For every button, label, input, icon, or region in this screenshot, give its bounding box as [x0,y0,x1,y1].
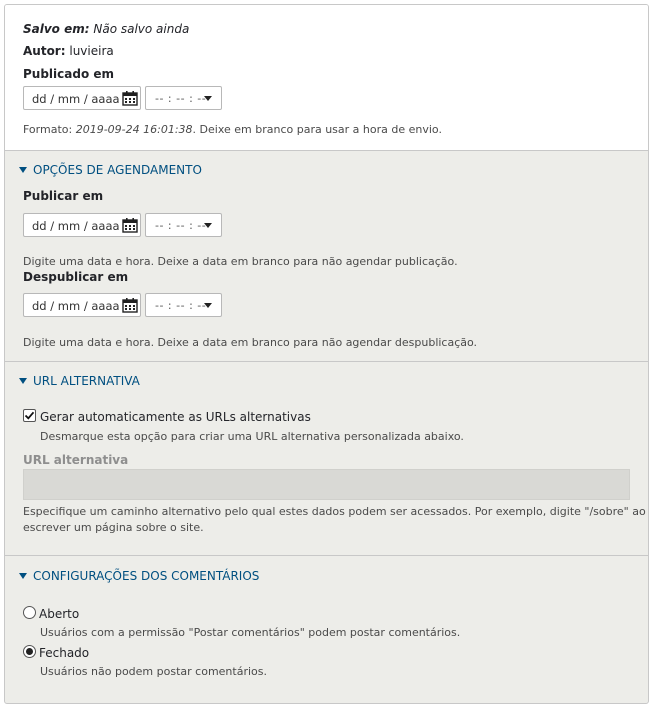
comments-section-toggle[interactable] [19,569,259,583]
format-example: 2019-09-24 16:01:38 [75,123,193,136]
chevron-down-icon [204,223,212,228]
url-alias-input [23,469,630,500]
author-label: Autor: [23,44,66,58]
saved-label: Salvo em: [23,22,90,36]
saved-value: Não salvo ainda [93,22,190,36]
published-date-placeholder: dd / mm / aaaa [32,92,120,106]
author-line [23,44,114,58]
calendar-icon[interactable] [122,90,138,106]
format-suffix: . Deixe em branco para usar a hora de envio. [192,123,442,136]
url-alias-help-line1: Especifique um caminho alternativo pelo qual estes dados podem ser acessados. Por exemplo, digite "/sobre" ao [23,505,646,518]
comments-closed-label[interactable]: Fechado [39,646,90,660]
publish-help: Digite uma data e hora. Deixe a data em branco para não agendar publicação. [23,255,458,268]
publish-date-placeholder: dd / mm / aaaa [32,219,120,233]
published-date-input[interactable] [23,86,141,110]
publish-date-input[interactable] [23,213,141,237]
unpublish-date-input[interactable] [23,293,141,317]
auto-alias-label[interactable]: Gerar automaticamente as URLs alternativas [40,410,311,424]
author-value: luvieira [69,44,114,58]
scheduling-title: OPÇÕES DE AGENDAMENTO [33,163,202,177]
section-divider [5,361,648,362]
publish-time-placeholder: -- : -- : -- [155,219,207,232]
published-time-placeholder: -- : -- : -- [155,92,207,105]
auto-alias-checkbox[interactable] [23,409,36,422]
calendar-icon[interactable] [122,297,138,313]
comments-open-label[interactable]: Aberto [39,607,80,621]
publish-label: Publicar em [23,189,104,203]
unpublish-help: Digite uma data e hora. Deixe a data em branco para não agendar despublicação. [23,336,478,349]
chevron-down-icon [204,303,212,308]
unpublish-time-placeholder: -- : -- : -- [155,299,207,312]
url-alias-help-line2: escrever um página sobre o site. [23,521,204,534]
comments-closed-radio[interactable] [23,645,36,658]
saved-status [23,22,189,36]
meta-section [5,5,648,151]
unpublish-label: Despublicar em [23,270,129,284]
scheduling-section-toggle[interactable] [19,163,202,177]
chevron-down-icon [204,96,212,101]
checkmark-icon [24,410,35,421]
triangle-down-icon [19,378,27,384]
url-alias-label: URL alternativa [23,453,129,467]
comments-open-help: Usuários com a permissão "Postar comentários" podem postar comentários. [40,626,461,639]
published-label: Publicado em [23,67,115,81]
auto-alias-help: Desmarque esta opção para criar uma URL alternativa personalizada abaixo. [40,430,464,443]
section-divider [5,555,648,556]
node-settings-panel [4,4,649,704]
unpublish-date-placeholder: dd / mm / aaaa [32,299,120,313]
triangle-down-icon [19,167,27,173]
published-time-input[interactable] [145,86,222,110]
triangle-down-icon [19,573,27,579]
publish-time-input[interactable] [145,213,222,237]
comments-title: CONFIGURAÇÕES DOS COMENTÁRIOS [33,569,260,583]
format-help [23,123,442,136]
url-alias-section-toggle[interactable] [19,374,140,388]
format-prefix: Formato: [23,123,73,136]
comments-open-radio[interactable] [23,606,36,619]
unpublish-time-input[interactable] [145,293,222,317]
calendar-icon[interactable] [122,217,138,233]
url-alias-title: URL ALTERNATIVA [33,374,140,388]
comments-closed-help: Usuários não podem postar comentários. [40,665,267,678]
